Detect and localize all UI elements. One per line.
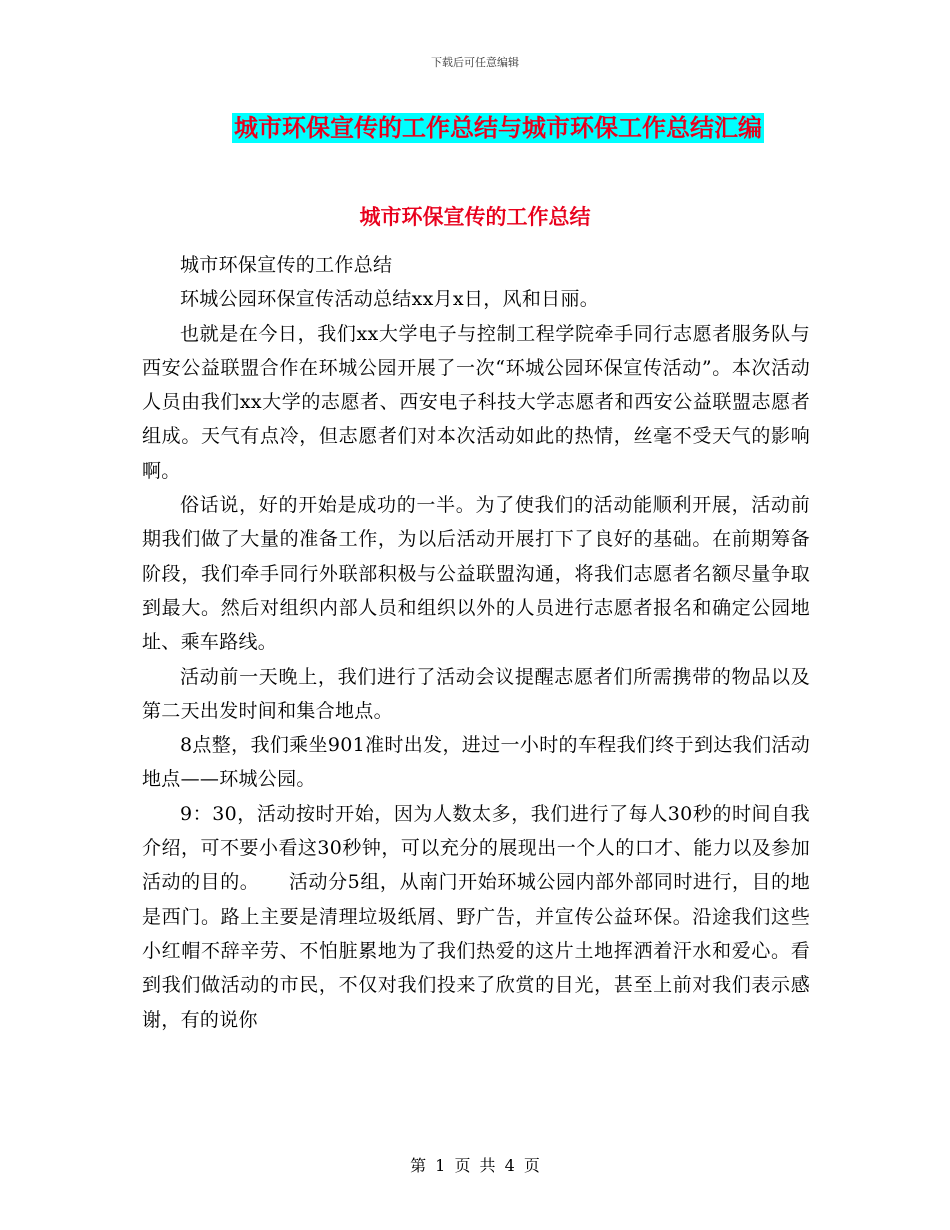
page-number-footer: 第 1 页 共 4 页 bbox=[410, 1156, 540, 1175]
paragraph: 8点整，我们乘坐901准时出发，进过一小时的车程我们终于到达我们活动地点——环城公园。 bbox=[142, 734, 810, 791]
paragraph: 俗话说，好的开始是成功的一半。为了使我们的活动能顺利开展，活动前期我们做了大量的准备工作，为以后活动开展打下了良好的基础。在前期筹备阶段，我们牵手同行外联部积极与公益联盟沟通，将我们志愿者名额尽量争取到最大。然后对组织内部人员和组织以外的人员进行志愿者报名和确定公园地址、乘车路线。 bbox=[142, 494, 810, 654]
header-note: 下载后可任意编辑 bbox=[431, 56, 519, 69]
paragraph: 城市环保宣传的工作总结 bbox=[180, 254, 393, 276]
main-title-container bbox=[0, 113, 950, 143]
paragraph: 也就是在今日，我们xx大学电子与控制工程学院牵手同行志愿者服务队与西安公益联盟合作在环城公园开展了一次“环城公园环保宣传活动”。本次活动人员由我们xx大学的志愿者、西安电子科技大学志愿者和西安公益联盟志愿者组成。天气有点冷，但志愿者们对本次活动如此的热情，丝毫不受天气的影响啊。 bbox=[142, 322, 810, 482]
section-title: 城市环保宣传的工作总结 bbox=[359, 204, 591, 229]
paragraph: 活动前一天晚上，我们进行了活动会议提醒志愿者们所需携带的物品以及第二天出发时间和集合地点。 bbox=[142, 665, 810, 722]
paragraph: 9：30，活动按时开始，因为人数太多，我们进行了每人30秒的时间自我介绍，可不要小看这30秒钟，可以充分的展现出一个人的口才、能力以及参加活动的目的。 活动分5组，从南门开始环城公园内部外部同时进行，目的地是西门。路上主要是清理垃圾纸屑、野广告，并宣传公益环保。沿途我们这些小红帽不辞辛劳、不怕脏累地为了我们热爱的这片土地挥洒着汗水和爱心。看到我们做活动的市民，不仅对我们投来了欣赏的目光，甚至上前对我们表示感谢，有的说你 bbox=[142, 802, 810, 1031]
main-title: 城市环保宣传的工作总结与城市环保工作总结汇编 bbox=[234, 113, 762, 142]
paragraph: 环城公园环保宣传活动总结xx月x日，风和日丽。 bbox=[180, 288, 600, 311]
document-body bbox=[142, 248, 810, 1037]
